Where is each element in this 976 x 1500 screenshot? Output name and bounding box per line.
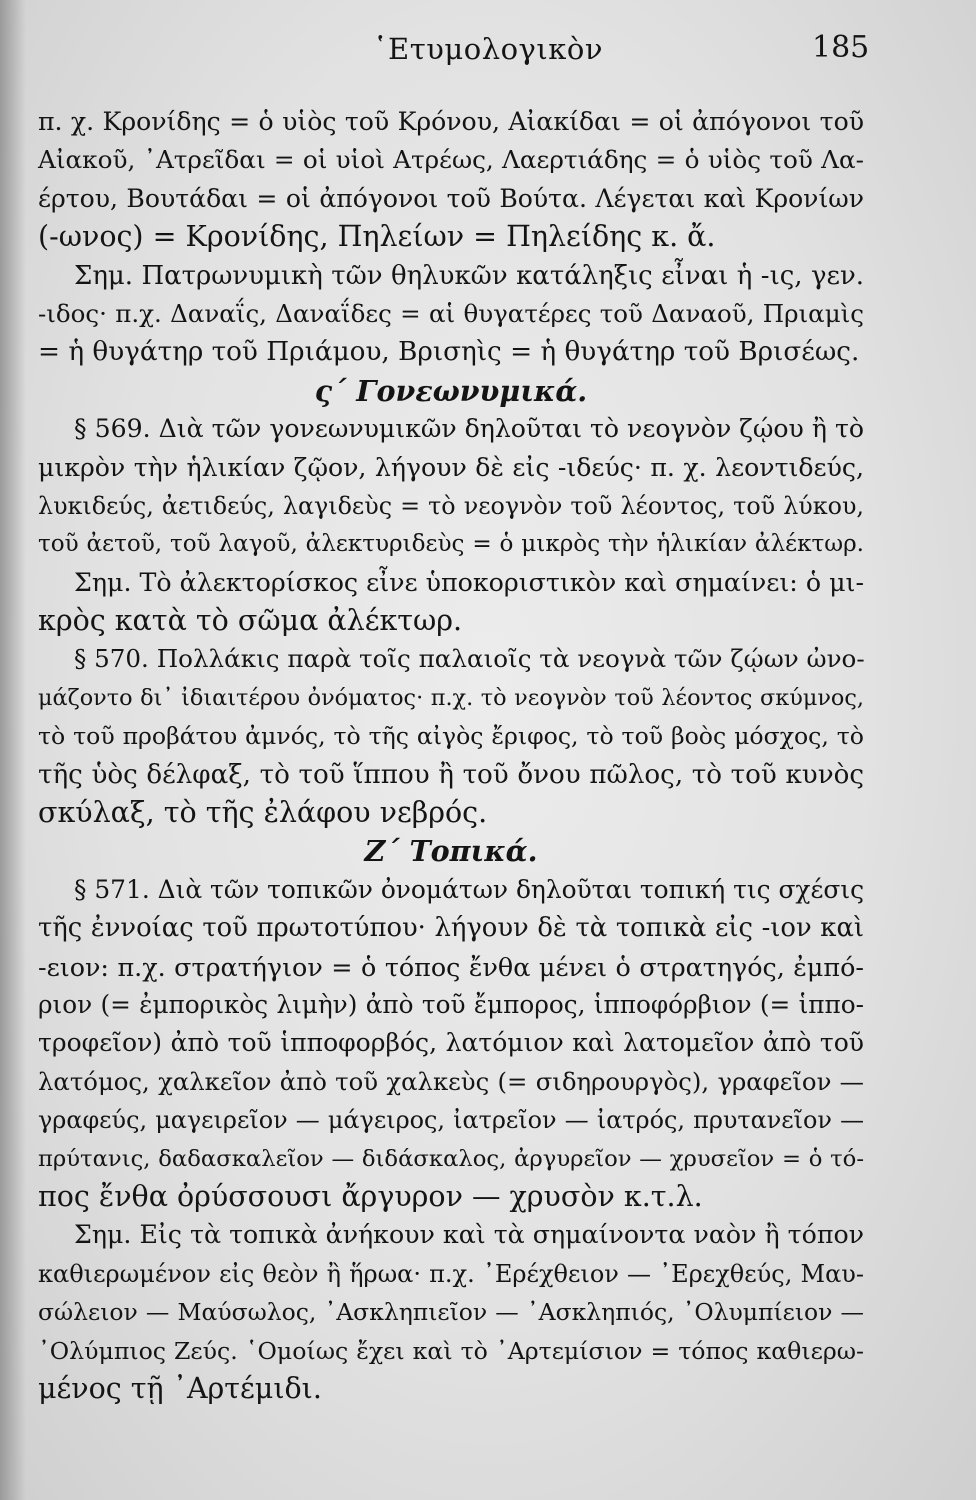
text-line: μάζοντο δι᾿ ἰδιαιτέρου ὀνόματος· π.χ. τὸ νεογνὸν τοῦ λέοντος σκύμνος, [38,684,864,711]
text-line: τροφεῖον) ἀπὸ τοῦ ἱπποφορβός, λατόμιον καὶ λατομεῖον ἀπὸ τοῦ [38,1028,864,1058]
text-line: ᾿Ολύμπιος Ζεύς. ῾Ομοίως ἔχει καὶ τὸ ᾿Αρτεμίσιον = τόπος καθιερω- [38,1336,864,1365]
text-line: μένος τῇ ᾿Αρτέμιδι. [38,1371,322,1405]
page-number: 185 [812,30,870,65]
text-line: τῆς ὑὸς δέλφαξ, τὸ τοῦ ἵππου ἢ τοῦ ὄνου πῶλος, τὸ τοῦ κυνὸς [38,759,864,790]
text-line: τοῦ ἀετοῦ, τοῦ λαγοῦ, ἀλεκτυριδεὺς = ὁ μικρὸς τὴν ἡλικίαν ἀλέκτωρ. [38,531,864,558]
text-line: Αἰακοῦ, ᾿Ατρεῖδαι = οἱ υἱοὶ Ατρέως, Λαερτιάδης = ὁ υἱὸς τοῦ Λα- [38,145,864,175]
text-line: λατόμος, χαλκεῖον ἀπὸ τοῦ χαλκεὺς (= σιδηρουργὸς), γραφεῖον — [38,1066,864,1096]
text-line: τὸ τοῦ προβάτου ἀμνός, τὸ τῆς αἰγὸς ἔριφος, τὸ τοῦ βοὸς μόσχος, τὸ [38,722,864,751]
text-line: π. χ. Κρονίδης = ὁ υἱὸς τοῦ Κρόνου, Αἰακίδαι = οἱ ἀπόγονοι τοῦ [38,107,864,136]
text-line: σώλειον — Μαύσωλος, ᾿Ασκληπιεῖον — ᾿Ασκληπιός, ᾿Ολυμπίειον — [38,1298,864,1327]
text-line: Σημ. Τὸ ἀλεκτορίσκος εἶνε ὑποκοριστικὸν καὶ σημαίνει: ὁ μι- [74,567,864,597]
running-title: ῾Ετυμολογικὸν [373,32,603,66]
text-line: τῆς ἐννοίας τοῦ πρωτοτύπου· λήγουν δὲ τὰ τοπικὰ εἰς -ιον καὶ [38,913,864,944]
text-line: καθιερωμένον εἰς θεὸν ἢ ἥρωα· π.χ. ᾿Ερέχθειον — ᾿Ερεχθεύς, Μαυ- [38,1259,864,1288]
text-line: πρύτανις, δαδασκαλεῖον — διδάσκαλος, ἀργυρεῖον — χρυσεῖον = ὁ τό- [38,1145,864,1172]
text-line: Σημ. Εἰς τὰ τοπικὰ ἀνήκουν καὶ τὰ σημαίνοντα ναὸν ἢ τόπον [74,1220,864,1250]
section-heading: Ζ΄ Τοπικά. [364,834,538,869]
text-line: σκύλαξ, τὸ τῆς ἐλάφου νεβρός. [38,796,488,830]
text-line: λυκιδεύς, ἀετιδεύς, λαγιδεὺς = τὸ νεογνὸν τοῦ λέοντος, τοῦ λύκου, [38,491,864,520]
text-line: (-ωνος) = Κρονίδης, Πηλείων = Πηλείδης κ. ἄ. [38,220,716,254]
text-line: § 569. Διὰ τῶν γονεωνυμικῶν δηλοῦται τὸ νεογνὸν ζῴου ἢ τὸ [74,414,864,444]
text-line: -ειον: π.χ. στρατήγιον = ὁ τόπος ἔνθα μένει ὁ στρατηγός, ἐμπό- [38,951,864,982]
text-line: § 570. Πολλάκις παρὰ τοῖς παλαιοῖς τὰ νεογνὰ τῶν ζῴων ὠνο- [74,644,865,674]
text-line: πος ἔνθα ὀρύσσουσι ἄργυρον — χρυσὸν κ.τ.λ. [38,1179,703,1213]
text-line: = ἡ θυγάτηρ τοῦ Πριάμου, Βρισηὶς = ἡ θυγάτηρ τοῦ Βρισέως. [38,337,860,368]
section-heading: ς΄ Γονεωνυμικά. [314,373,588,408]
text-line: έρτου, Βουτάδαι = οἱ ἀπόγονοι τοῦ Βούτα. Λέγεται καὶ Κρονίων [38,183,864,213]
page-gutter-shadow [0,0,26,1500]
text-line: κρὸς κατὰ τὸ σῶμα ἀλέκτωρ. [38,604,463,638]
text-line: § 571. Διὰ τῶν τοπικῶν ὀνομάτων δηλοῦται τοπική τις σχέσις [74,874,865,904]
text-line: ριον (= ἐμπορικὸς λιμὴν) ἀπὸ τοῦ ἔμπορος, ἱπποφόρβιον (= ἱππο- [38,989,864,1019]
text-line: -ιδος· π.χ. Δαναΐς, Δαναΐδες = αἱ θυγατέρες τοῦ Δαναοῦ, Πριαμὶς [38,298,864,328]
text-line: γραφεύς, μαγειρεῖον — μάγειρος, ἰατρεῖον — ἰατρός, πρυτανεῖον — [38,1106,864,1135]
body-text [38,103,864,1408]
text-line: μικρὸν τὴν ἡλικίαν ζῷον, λήγουν δὲ εἰς -ιδεύς· π. χ. λεοντιδεύς, [38,452,864,482]
text-line: Σημ. Πατρωνυμικὴ τῶν θηλυκῶν κατάληξις εἶναι ἡ -ις, γεν. [74,260,864,291]
